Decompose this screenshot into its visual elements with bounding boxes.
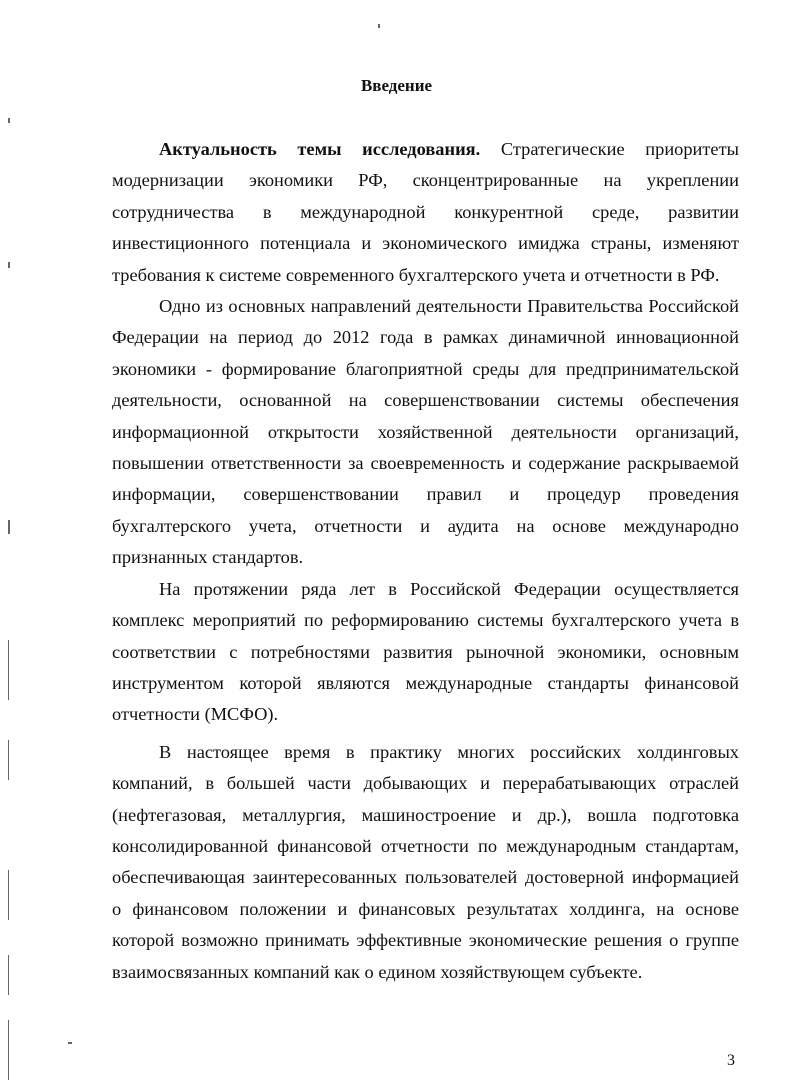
scan-speck (8, 520, 10, 534)
scan-speck (8, 118, 10, 123)
scan-speck (8, 870, 9, 920)
scan-speck (8, 262, 10, 268)
intro-lead: Актуальность темы исследования. (159, 139, 481, 159)
scan-speck (378, 24, 380, 28)
scan-speck (8, 740, 9, 780)
paragraph-1-text: Стратегические приоритеты модернизации экономики РФ, сконцентрированные на укреплении сотрудничества в международной конкурентной среде, развитии инвестиционного потенциала и экономического имиджа страны, изменяют требования к системе современного бухгалтерского учета и отчетности в РФ. (112, 139, 739, 285)
scan-speck (8, 1020, 9, 1080)
paragraph: Одно из основных направлений деятельности Правительства Российской Федерации на период до 2012 года в рамках динамичной инновационной экономики - формирование благоприятной среды для предпринимательской деятельности, основанной на совершенствовании системы обеспечения информационной открытости хозяйственной деятельности организаций, повышении ответственности за своевременность и содержание раскрываемой информации, совершенствовании правил и процедур проведения бухгалтерского учета, отчетности и аудита на основе международно признанных стандартов. (112, 296, 739, 568)
paragraph: В настоящее время в практику многих российских холдинговых компаний, в большей части добывающих и перерабатывающих отраслей (нефтегазовая, металлургия, машиностроение и др.), вошла подготовка консолидированной финансовой отчетности по международным стандартам, обеспечивающая заинтересованных пользователей достоверной информацией о финансовом положении и финансовых результатах холдинга, на основе которой возможно принимать эффективные экономические решения о группе взаимосвязанных компаний как о едином хозяйствующем субъекте. (112, 741, 739, 982)
body-text (112, 134, 739, 988)
scan-speck (68, 1042, 72, 1044)
scan-speck (8, 955, 9, 995)
paragraph: На протяжении ряда лет в Российской Федерации осуществляется комплекс мероприятий по реформированию системы бухгалтерского учета в соответствии с потребностями развития рыночной экономики, основным инструментом которой являются международные стандарты финансовой отчетности (МСФО). (112, 578, 739, 725)
page-title: Введение (360, 76, 433, 95)
scan-speck (8, 640, 9, 700)
paragraph (112, 134, 739, 291)
page-number: 3 (727, 1052, 735, 1069)
